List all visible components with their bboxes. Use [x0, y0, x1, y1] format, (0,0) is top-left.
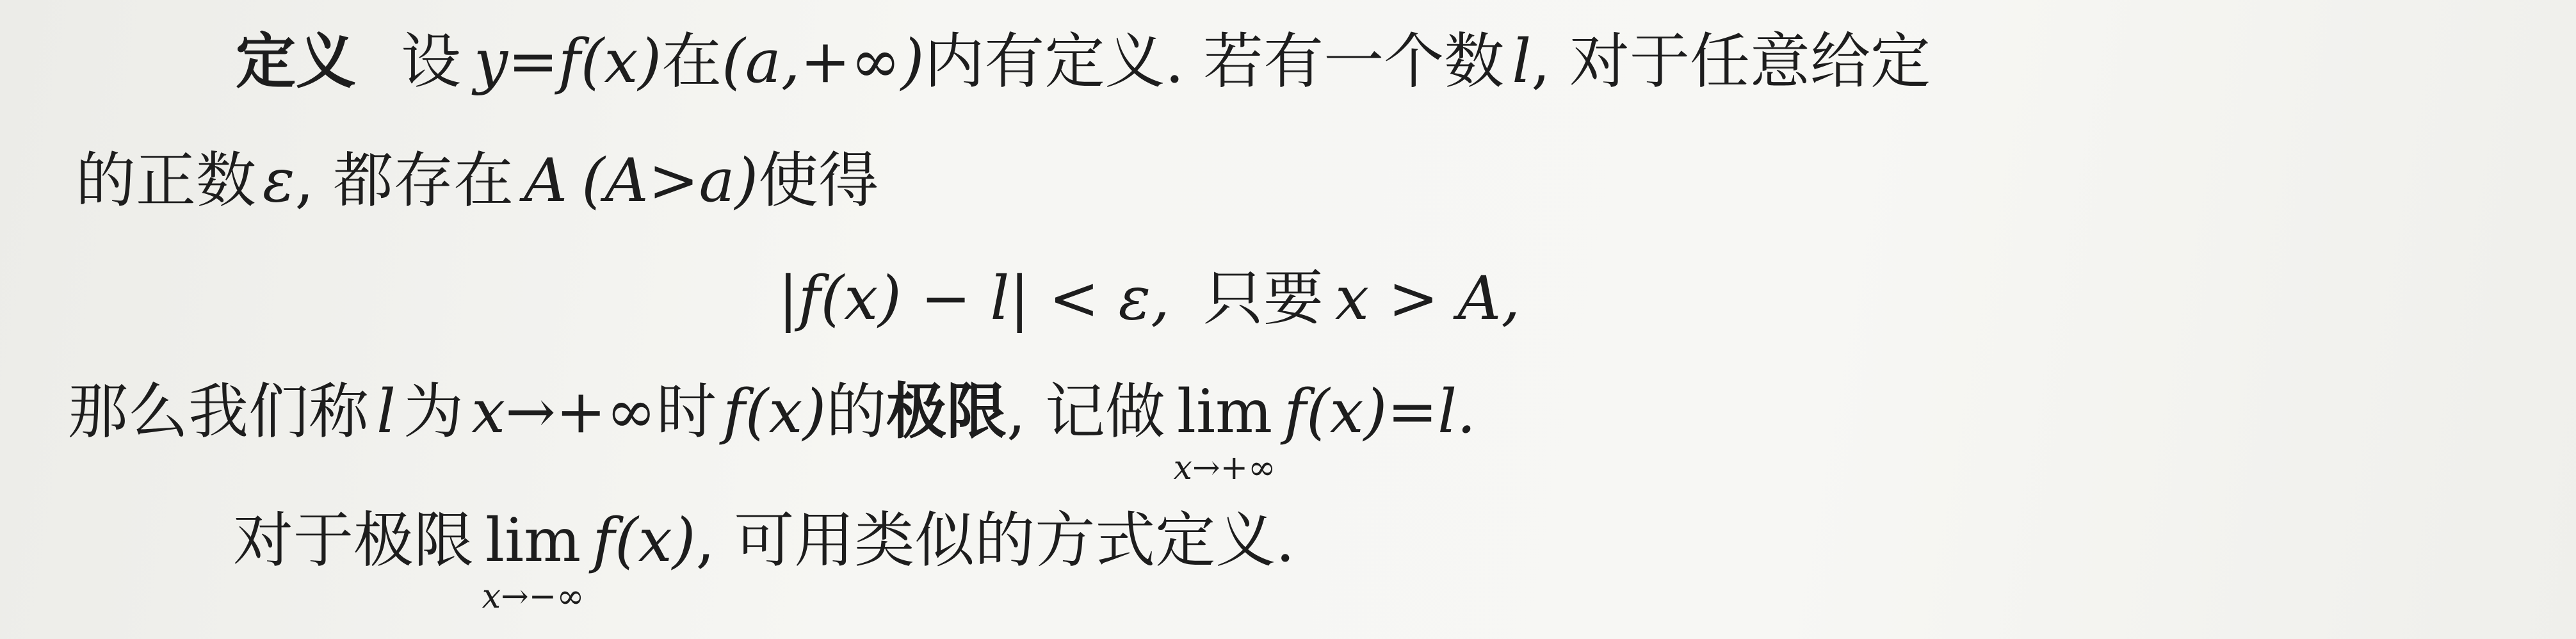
text: 只要	[1203, 264, 1324, 334]
definition-line-5	[233, 506, 1295, 616]
math-interval: (a,+∞)	[722, 27, 925, 97]
math-epsilon: ε	[263, 146, 295, 216]
math-A: A	[524, 146, 568, 216]
math-x: (x)	[580, 27, 662, 97]
math-equals: =	[508, 27, 558, 97]
text: 使得	[758, 146, 879, 216]
definition-line-2	[76, 146, 879, 216]
lim-word: lim	[485, 506, 581, 576]
math-x-gt-A: x > A,	[1334, 264, 1521, 334]
math-l: l	[1512, 27, 1532, 97]
math-l: l	[377, 377, 396, 447]
limit-operator	[1173, 377, 1276, 487]
text: 对于极限	[233, 506, 474, 576]
lim-word: lim	[1176, 377, 1273, 447]
limit-operator	[482, 506, 585, 616]
text: , 可用类似的方式定义.	[695, 506, 1295, 576]
text: 的正数	[76, 146, 257, 216]
math-limit-result: f(x)=l.	[1284, 377, 1477, 447]
definition-line-4	[68, 377, 1477, 487]
text: , 对于任意给定	[1531, 27, 1931, 97]
math-x-to-inf: x→+∞	[471, 377, 656, 447]
definition-line-1	[236, 27, 1931, 97]
definition-label: 定义	[236, 27, 357, 97]
text: 的	[826, 377, 887, 447]
text: , 记做	[1007, 377, 1165, 447]
math-fx: f(x)	[722, 377, 827, 447]
text: 设	[401, 27, 462, 97]
text: 那么我们称	[68, 377, 369, 447]
text: 内有定义. 若有一个数	[924, 27, 1505, 97]
lim-subscript: x→−∞	[482, 578, 585, 616]
definition-line-3	[778, 264, 1521, 334]
text: 为	[403, 377, 464, 447]
math-f: f	[558, 27, 581, 97]
text: 在	[661, 27, 722, 97]
math-A-gt-a: (A>a)	[581, 146, 759, 216]
text: , 都存在	[295, 146, 514, 216]
text: 时	[656, 377, 717, 447]
limit-term: 极限	[886, 377, 1007, 447]
math-inequality: |f(x) − l| < ε,	[778, 264, 1170, 334]
math-fx: f(x)	[592, 506, 696, 576]
math-y: y	[474, 27, 508, 97]
lim-subscript: x→+∞	[1173, 449, 1276, 487]
